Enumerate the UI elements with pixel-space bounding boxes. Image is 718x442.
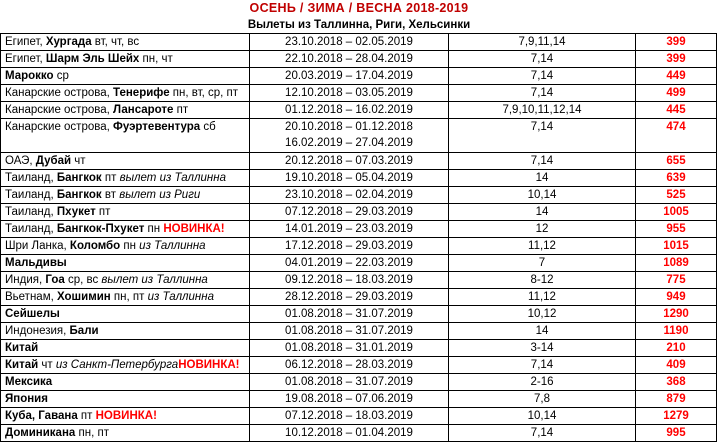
destination-country: Канарские острова, <box>5 121 114 133</box>
table-row <box>1 153 717 170</box>
table-row <box>1 119 717 153</box>
destination-name: Доминикана <box>5 427 76 439</box>
destination-name: Хошимин <box>57 291 111 303</box>
destination-cell <box>1 119 250 153</box>
destination-name: Коломбо <box>69 240 121 252</box>
price-cell: 639 <box>636 170 717 187</box>
destination-cell <box>1 221 250 238</box>
table-row <box>1 306 717 323</box>
destination-name: Китай <box>5 342 39 354</box>
destination-country: Таиланд, <box>5 223 57 235</box>
sheet-subtitle: Вылеты из Таллинна, Риги, Хельсинки <box>247 19 471 31</box>
price-cell: 1279 <box>636 408 717 425</box>
destination-name: Пхукет <box>56 206 96 218</box>
destination-name: Марокко <box>5 70 54 82</box>
dates-cell <box>250 221 449 238</box>
nights-cell: 7,14 <box>449 153 636 170</box>
date-range: 01.08.2018 – 31.01.2019 <box>285 342 413 354</box>
dates-cell <box>250 34 449 51</box>
date-range: 20.03.2019 – 17.04.2019 <box>285 70 413 82</box>
nights-cell: 7 <box>449 255 636 272</box>
destination-cell <box>1 306 250 323</box>
departure-days: пн, чт <box>139 53 173 65</box>
date-range: 19.10.2018 – 05.04.2019 <box>285 172 413 184</box>
departure-note: из Таллинна <box>139 240 206 252</box>
destination-country: Египет, <box>5 36 46 48</box>
destination-country: Канарские острова, <box>5 104 114 116</box>
price-cell: 995 <box>636 425 717 442</box>
table-row <box>1 340 717 357</box>
price-cell: 525 <box>636 187 717 204</box>
table-row <box>1 255 717 272</box>
table-row <box>1 68 717 85</box>
dates-cell <box>250 255 449 272</box>
dates-cell <box>250 357 449 374</box>
nights-cell: 8-12 <box>449 272 636 289</box>
destination-cell <box>1 272 250 289</box>
price-cell: 1005 <box>636 204 717 221</box>
date-range: 01.08.2018 – 31.07.2019 <box>285 376 413 388</box>
date-range: 06.12.2018 – 28.03.2019 <box>285 359 413 371</box>
price-cell: 1089 <box>636 255 717 272</box>
nights-cell: 14 <box>449 323 636 340</box>
destination-name: Бали <box>69 325 99 337</box>
destination-cell <box>1 425 250 442</box>
destination-cell <box>1 85 250 102</box>
table-row <box>1 204 717 221</box>
destination-country: Индонезия, <box>5 325 70 337</box>
price-cell: 409 <box>636 357 717 374</box>
destination-country: Вьетнам, <box>5 291 57 303</box>
destination-name: Япония <box>5 393 48 405</box>
dates-cell <box>250 340 449 357</box>
price-cell: 474 <box>636 119 717 153</box>
dates-cell <box>250 51 449 68</box>
date-range: 22.10.2018 – 28.04.2019 <box>285 53 413 65</box>
departure-days: ср, вс <box>64 274 102 286</box>
destination-country: Египет, <box>5 53 46 65</box>
table-row <box>1 391 717 408</box>
nights-cell: 10,14 <box>449 408 636 425</box>
dates-cell <box>250 425 449 442</box>
table-row <box>1 323 717 340</box>
table-row <box>1 408 717 425</box>
nights-cell: 7,8 <box>449 391 636 408</box>
departure-note: из Таллинна <box>147 291 214 303</box>
date-range: 20.12.2018 – 07.03.2019 <box>285 155 413 167</box>
date-range: 01.12.2018 – 16.02.2019 <box>285 104 413 116</box>
destination-cell <box>1 289 250 306</box>
departure-note: вылет из Риги <box>119 189 201 201</box>
date-range: 12.10.2018 – 03.05.2019 <box>285 87 413 99</box>
new-badge: НОВИНКА! <box>95 410 157 422</box>
departure-days: пн, пт <box>110 291 148 303</box>
departure-days: сб <box>200 121 216 133</box>
nights-cell: 7,14 <box>449 68 636 85</box>
dates-cell <box>250 187 449 204</box>
table-row <box>1 85 717 102</box>
destination-name: Мексика <box>5 376 53 388</box>
new-badge: НОВИНКА! <box>178 359 240 371</box>
nights-cell: 10,14 <box>449 187 636 204</box>
departure-days: пт <box>95 206 111 218</box>
table-row <box>1 170 717 187</box>
destination-name: Шарм Эль Шейх <box>45 53 140 65</box>
departure-days: вт <box>101 189 120 201</box>
dates-cell <box>250 289 449 306</box>
dates-cell <box>250 119 449 153</box>
destination-name: Дубай <box>35 155 72 167</box>
date-range: 10.12.2018 – 01.04.2019 <box>285 427 413 439</box>
date-range: 28.12.2018 – 29.03.2019 <box>285 291 413 303</box>
date-range: 09.12.2018 – 18.03.2019 <box>285 274 413 286</box>
destination-country: Таиланд, <box>5 189 57 201</box>
destination-cell <box>1 51 250 68</box>
price-cell: 949 <box>636 289 717 306</box>
nights-cell: 7,9,11,14 <box>449 34 636 51</box>
price-cell: 955 <box>636 221 717 238</box>
price-cell: 655 <box>636 153 717 170</box>
destination-cell <box>1 374 250 391</box>
nights-cell: 2-16 <box>449 374 636 391</box>
date-range: 17.12.2018 – 29.03.2019 <box>285 240 413 252</box>
price-cell: 368 <box>636 374 717 391</box>
price-cell: 399 <box>636 51 717 68</box>
nights-cell: 14 <box>449 204 636 221</box>
destination-cell <box>1 153 250 170</box>
dates-cell <box>250 85 449 102</box>
table-row <box>1 425 717 442</box>
departure-days: пн <box>120 240 140 252</box>
nights-cell: 3-14 <box>449 340 636 357</box>
destination-cell <box>1 102 250 119</box>
dates-cell <box>250 272 449 289</box>
dates-cell <box>250 306 449 323</box>
date-range: 19.08.2018 – 07.06.2019 <box>285 393 413 405</box>
date-range: 07.12.2018 – 18.03.2019 <box>285 410 413 422</box>
destination-cell <box>1 68 250 85</box>
destination-cell <box>1 34 250 51</box>
departure-days: чт <box>71 155 86 167</box>
nights-cell: 7,14 <box>449 85 636 102</box>
date-range: 23.10.2018 – 02.04.2019 <box>285 189 413 201</box>
destination-country: Шри Ланка, <box>5 240 70 252</box>
destination-name: Бангкок-Пхукет <box>56 223 145 235</box>
dates-cell <box>250 204 449 221</box>
nights-cell: 7,9,10,11,12,14 <box>449 102 636 119</box>
destination-name: Китай <box>5 359 39 371</box>
tours-table <box>0 33 717 442</box>
date-range: 23.10.2018 – 02.05.2019 <box>285 36 413 48</box>
dates-cell <box>250 323 449 340</box>
price-cell: 1190 <box>636 323 717 340</box>
table-row <box>1 374 717 391</box>
destination-cell <box>1 238 250 255</box>
destination-name: Мальдивы <box>5 257 67 269</box>
destination-cell <box>1 170 250 187</box>
nights-cell: 14 <box>449 170 636 187</box>
price-cell: 879 <box>636 391 717 408</box>
price-cell: 449 <box>636 68 717 85</box>
departure-note: из Санкт-Петербурга <box>55 359 179 371</box>
departure-days: пн, пт <box>75 427 109 439</box>
nights-cell: 7,14 <box>449 357 636 374</box>
dates-cell <box>250 391 449 408</box>
destination-country: ОАЭ, <box>5 155 36 167</box>
table-row <box>1 289 717 306</box>
destination-name: Гоа <box>45 274 65 286</box>
destination-cell <box>1 357 250 374</box>
departure-days: пн, вт, ср, пт <box>169 87 239 99</box>
sheet-title: ОСЕНЬ / ЗИМА / ВЕСНА 2018-2019 <box>249 1 469 15</box>
nights-cell: 11,12 <box>449 238 636 255</box>
date-range: 04.01.2019 – 22.03.2019 <box>285 257 413 269</box>
destination-cell <box>1 204 250 221</box>
destination-country: Канарские острова, <box>5 87 114 99</box>
table-row <box>1 187 717 204</box>
dates-cell <box>250 102 449 119</box>
table-row <box>1 221 717 238</box>
nights-cell: 7,14 <box>449 425 636 442</box>
destination-cell <box>1 323 250 340</box>
destination-name: Тенерифе <box>113 87 170 99</box>
departure-days: пт <box>173 104 189 116</box>
dates-cell <box>250 374 449 391</box>
price-cell: 499 <box>636 85 717 102</box>
departure-days: вт, чт, вс <box>91 36 140 48</box>
destination-country: Индия, <box>5 274 46 286</box>
destination-name: Лансароте <box>113 104 174 116</box>
destination-name: Хургада <box>45 36 92 48</box>
departure-days: пт <box>101 172 120 184</box>
table-row <box>1 272 717 289</box>
destination-country: Таиланд, <box>5 206 57 218</box>
date-range: 01.08.2018 – 31.07.2019 <box>285 308 413 320</box>
date-range: 01.08.2018 – 31.07.2019 <box>285 325 413 337</box>
destination-name: Куба, Гавана <box>5 410 78 422</box>
table-row <box>1 357 717 374</box>
dates-cell <box>250 153 449 170</box>
destination-cell <box>1 391 250 408</box>
destination-name: Фуэртевентура <box>113 121 201 133</box>
price-cell: 399 <box>636 34 717 51</box>
departure-days: пн <box>144 223 164 235</box>
nights-cell: 7,14 <box>449 119 636 153</box>
departure-days: ср <box>53 70 69 82</box>
departure-note: вылет из Таллинна <box>119 172 226 184</box>
price-cell: 1015 <box>636 238 717 255</box>
table-row <box>1 238 717 255</box>
departure-days: чт <box>38 359 56 371</box>
destination-cell <box>1 255 250 272</box>
price-cell: 210 <box>636 340 717 357</box>
table-row <box>1 102 717 119</box>
date-range: 14.01.2019 – 23.03.2019 <box>285 223 413 235</box>
date-range: 16.02.2019 – 27.04.2019 <box>285 137 413 149</box>
departure-note: вылет из Таллинна <box>101 274 208 286</box>
table-row <box>1 34 717 51</box>
dates-cell <box>250 408 449 425</box>
price-cell: 445 <box>636 102 717 119</box>
destination-country: Таиланд, <box>5 172 57 184</box>
destination-cell <box>1 408 250 425</box>
date-range: 20.10.2018 – 01.12.2018 <box>285 121 413 133</box>
price-cell: 775 <box>636 272 717 289</box>
nights-cell: 10,12 <box>449 306 636 323</box>
destination-name: Бангкок <box>56 172 102 184</box>
destination-name: Сейшелы <box>5 308 60 320</box>
dates-cell <box>250 68 449 85</box>
dates-cell <box>250 170 449 187</box>
table-row <box>1 51 717 68</box>
destination-name: Бангкок <box>56 189 102 201</box>
price-cell: 1290 <box>636 306 717 323</box>
new-badge: НОВИНКА! <box>163 223 225 235</box>
destination-cell <box>1 187 250 204</box>
dates-cell <box>250 238 449 255</box>
nights-cell: 12 <box>449 221 636 238</box>
destination-cell <box>1 340 250 357</box>
nights-cell: 11,12 <box>449 289 636 306</box>
date-range: 07.12.2018 – 29.03.2019 <box>285 206 413 218</box>
departure-days: пт <box>77 410 96 422</box>
nights-cell: 7,14 <box>449 51 636 68</box>
